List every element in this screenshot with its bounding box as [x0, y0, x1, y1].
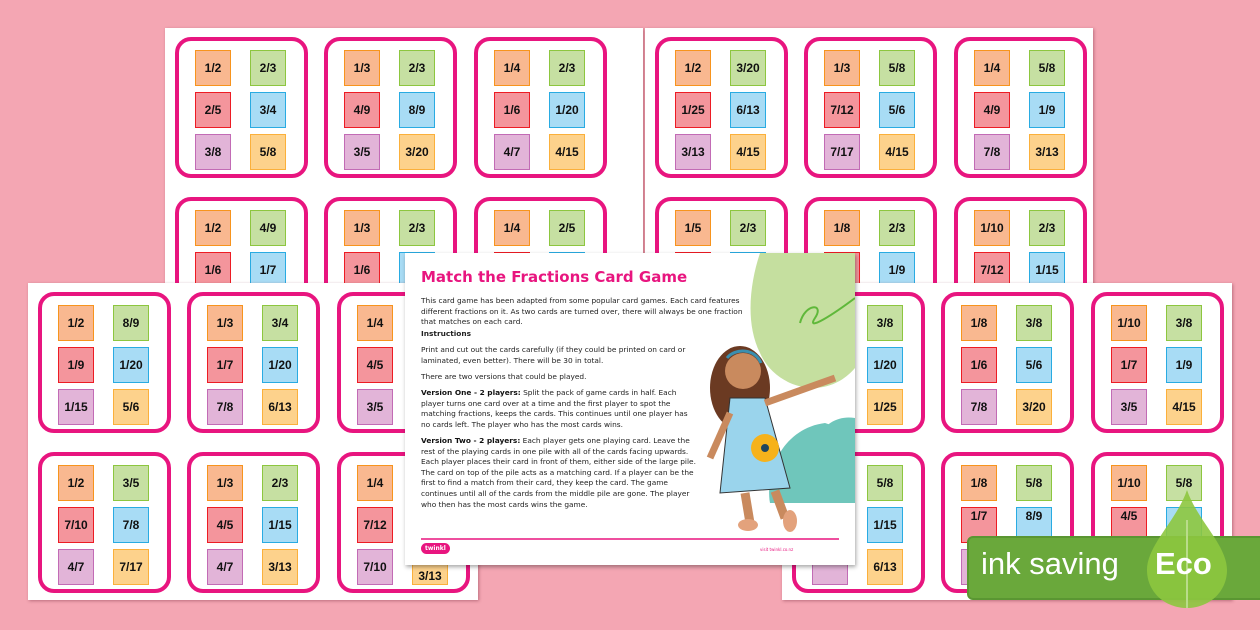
fraction-value: 1/25: [873, 399, 897, 414]
fraction-tile: [262, 507, 298, 543]
fraction-tile: [262, 347, 298, 383]
fraction-tile: [344, 50, 380, 86]
instructions-page: [405, 253, 855, 565]
fraction-tile: [1029, 50, 1065, 86]
fraction-value: 4/5: [1120, 509, 1138, 523]
fraction-value: 3/8: [876, 315, 894, 330]
fraction-value: 2/3: [558, 60, 576, 75]
fraction-tile: [357, 465, 393, 501]
fraction-tile: [494, 210, 530, 246]
fraction-value: 7/12: [363, 517, 387, 532]
fraction-value: 1/2: [204, 220, 222, 235]
ink-saving-label: ink saving: [981, 546, 1119, 581]
fraction-value: 5/8: [259, 144, 277, 159]
fraction-value: 5/8: [876, 475, 894, 490]
fraction-value: 1/9: [888, 262, 906, 277]
fraction-value: 3/13: [418, 569, 442, 583]
fraction-tile: [675, 92, 711, 128]
ink-saving-badge: [967, 536, 1260, 600]
fraction-card: [474, 37, 607, 178]
fraction-tile: [250, 134, 286, 170]
fraction-value: 3/13: [1035, 144, 1059, 159]
fraction-tile: [195, 210, 231, 246]
fraction-value: 1/8: [833, 220, 851, 235]
fraction-tile: [344, 92, 380, 128]
fraction-tile: [58, 549, 94, 585]
fraction-value: 2/3: [1038, 220, 1056, 235]
fraction-tile: [207, 305, 243, 341]
fraction-tile: [262, 465, 298, 501]
fraction-value: 7/8: [216, 399, 234, 414]
fraction-value: 1/3: [216, 475, 234, 490]
fraction-value: 7/10: [363, 559, 387, 574]
fraction-value: 7/8: [970, 399, 988, 414]
fraction-tile: [867, 305, 903, 341]
fraction-card: [187, 452, 320, 593]
fraction-value: 7/8: [122, 517, 140, 532]
fraction-value: 8/9: [1025, 509, 1043, 523]
fraction-value: 1/25: [681, 102, 705, 117]
fraction-tile: [250, 210, 286, 246]
fraction-value: 4/9: [353, 102, 371, 117]
fraction-tile: [1016, 347, 1052, 383]
fraction-tile: [344, 134, 380, 170]
fraction-tile: [730, 50, 766, 86]
fraction-tile: [961, 465, 997, 501]
fraction-tile: [399, 210, 435, 246]
fraction-value: 3/20: [1022, 399, 1046, 414]
fraction-value: 4/7: [67, 559, 85, 574]
fraction-value: 5/8: [1175, 475, 1193, 490]
fraction-tile: [262, 389, 298, 425]
fraction-tile: [1111, 389, 1147, 425]
instructions-heading: Instructions: [421, 329, 472, 338]
fraction-tile: [262, 305, 298, 341]
fraction-tile: [549, 134, 585, 170]
fraction-value: 4/7: [216, 559, 234, 574]
fraction-tile: [730, 210, 766, 246]
fraction-tile: [879, 134, 915, 170]
fraction-value: 1/3: [216, 315, 234, 330]
fraction-tile: [1166, 389, 1202, 425]
fraction-tile: [961, 389, 997, 425]
fraction-value: 1/20: [268, 357, 292, 372]
fraction-card: [38, 452, 171, 593]
fraction-tile: [1016, 305, 1052, 341]
fraction-tile: [113, 549, 149, 585]
twinkl-logo: twinkl: [421, 543, 450, 554]
fraction-tile: [1029, 210, 1065, 246]
fraction-card: [941, 292, 1074, 433]
fraction-tile: [867, 465, 903, 501]
fraction-card: [804, 37, 937, 178]
fraction-tile: [1016, 389, 1052, 425]
fraction-value: 4/15: [885, 144, 909, 159]
fraction-value: 3/13: [681, 144, 705, 159]
fraction-tile: [1166, 347, 1202, 383]
fraction-value: 1/6: [503, 102, 521, 117]
fraction-tile: [207, 549, 243, 585]
fraction-card: [954, 37, 1087, 178]
fraction-value: 1/9: [67, 357, 85, 372]
fraction-value: 7/17: [119, 559, 143, 574]
fraction-value: 2/5: [204, 102, 222, 117]
fraction-tile: [357, 507, 393, 543]
fraction-tile: [344, 210, 380, 246]
fraction-tile: [675, 50, 711, 86]
fraction-tile: [961, 347, 997, 383]
fraction-value: 5/6: [888, 102, 906, 117]
fraction-card: [175, 37, 308, 178]
fraction-value: 1/6: [204, 262, 222, 277]
fraction-tile: [867, 549, 903, 585]
fraction-value: 5/8: [1038, 60, 1056, 75]
fraction-value: 3/4: [259, 102, 277, 117]
fraction-tile: [867, 389, 903, 425]
version-two-body: Each player gets one playing card. Leave the rest of the playing cards in one pile with all of the cards facing upwards. Each player places their card in front of them, either side of the large pile. The card on top of the pile acts as a matching card. If a player can be the first to find a match from their card, they keep the card. The game continues until all of the cards from the middle pile are gone. The player who then has the most cards wins the game.: [421, 436, 696, 509]
fraction-value: 1/3: [353, 220, 371, 235]
fraction-value: 7/17: [830, 144, 854, 159]
fraction-value: 5/8: [1025, 475, 1043, 490]
fraction-value: 1/8: [970, 475, 988, 490]
fraction-tile: [58, 347, 94, 383]
fraction-value: 4/9: [259, 220, 277, 235]
fraction-tile: [879, 92, 915, 128]
fraction-value: 8/9: [408, 102, 426, 117]
footer-url: visit twinkl.co.nz: [760, 547, 794, 552]
fraction-value: 1/2: [684, 60, 702, 75]
fraction-tile: [974, 50, 1010, 86]
fraction-tile: [250, 92, 286, 128]
fraction-tile: [357, 389, 393, 425]
fraction-tile: [1029, 92, 1065, 128]
fraction-tile: [195, 92, 231, 128]
fraction-tile: [867, 507, 903, 543]
fraction-value: 2/3: [271, 475, 289, 490]
fraction-value: 1/10: [1117, 315, 1141, 330]
fraction-value: 1/5: [684, 220, 702, 235]
fraction-value: 1/20: [555, 102, 579, 117]
fraction-value: 1/4: [503, 60, 521, 75]
fraction-value: 1/9: [1175, 357, 1193, 372]
fraction-tile: [113, 305, 149, 341]
fraction-value: 1/7: [970, 509, 988, 523]
fraction-value: 1/15: [268, 517, 292, 532]
fraction-tile: [207, 347, 243, 383]
fraction-tile: [357, 305, 393, 341]
fraction-value: 3/8: [1025, 315, 1043, 330]
fraction-value: 4/15: [1172, 399, 1196, 414]
fraction-value: 4/5: [216, 517, 234, 532]
fraction-value: 1/4: [366, 475, 384, 490]
fraction-value: 4/9: [983, 102, 1001, 117]
fraction-tile: [824, 134, 860, 170]
fraction-value: 8/9: [122, 315, 140, 330]
fraction-card: [38, 292, 171, 433]
fraction-tile: [824, 210, 860, 246]
fraction-tile: [549, 92, 585, 128]
fraction-tile: [867, 347, 903, 383]
fraction-card: [655, 37, 788, 178]
fraction-tile: [494, 92, 530, 128]
fraction-tile: [58, 305, 94, 341]
eco-label: Eco: [1155, 546, 1212, 581]
fraction-tile: [113, 347, 149, 383]
document-title: Match the Fractions Card Game: [421, 268, 688, 286]
fraction-tile: [262, 549, 298, 585]
fraction-value: 6/13: [873, 559, 897, 574]
fraction-tile: [730, 134, 766, 170]
fraction-tile: [207, 465, 243, 501]
fraction-value: 2/5: [558, 220, 576, 235]
fraction-value: 7/12: [980, 262, 1004, 277]
fraction-value: 4/7: [503, 144, 521, 159]
fraction-value: 3/8: [204, 144, 222, 159]
fraction-value: 4/15: [555, 144, 579, 159]
fraction-value: 7/10: [64, 517, 88, 532]
version-two-label: Version Two - 2 players:: [421, 436, 521, 445]
fraction-value: 1/15: [1035, 262, 1059, 277]
fraction-tile: [730, 92, 766, 128]
fraction-value: 1/7: [216, 357, 234, 372]
fraction-tile: [357, 347, 393, 383]
fraction-tile: [207, 389, 243, 425]
fraction-tile: [1016, 465, 1052, 501]
version-one-body: Split the pack of game cards in half. Each player turns one card over at a time and the first player to spot the matching fractions, keeps the cards. This continues until one player has no cards left. The player who has the most cards wins.: [421, 388, 688, 429]
fraction-tile: [1166, 305, 1202, 341]
fraction-tile: [879, 50, 915, 86]
fraction-value: 3/8: [1175, 315, 1193, 330]
fraction-value: 1/4: [366, 315, 384, 330]
fraction-tile: [399, 134, 435, 170]
fraction-tile: [494, 134, 530, 170]
fraction-value: 6/13: [736, 102, 760, 117]
fraction-value: 1/4: [983, 60, 1001, 75]
fraction-value: 1/10: [1117, 475, 1141, 490]
fraction-value: 3/20: [405, 144, 429, 159]
fraction-value: 1/20: [119, 357, 143, 372]
fraction-value: 1/6: [970, 357, 988, 372]
fraction-value: 4/15: [736, 144, 760, 159]
fraction-value: 1/8: [970, 315, 988, 330]
fraction-value: 1/2: [204, 60, 222, 75]
fraction-value: 5/6: [122, 399, 140, 414]
fraction-value: 1/6: [353, 262, 371, 277]
fraction-value: 1/15: [64, 399, 88, 414]
fraction-tile: [494, 50, 530, 86]
fraction-value: 2/3: [408, 220, 426, 235]
fraction-tile: [399, 50, 435, 86]
fraction-tile: [1029, 134, 1065, 170]
fraction-value: 3/5: [366, 399, 384, 414]
version-one-label: Version One - 2 players:: [421, 388, 521, 397]
print-text: Print and cut out the cards carefully (if they could be printed on card or laminated, even better). There will be 30 in total.: [421, 345, 686, 365]
fraction-tile: [675, 210, 711, 246]
fraction-tile: [250, 50, 286, 86]
fraction-value: 1/15: [873, 517, 897, 532]
fraction-tile: [675, 134, 711, 170]
fraction-value: 5/6: [1025, 357, 1043, 372]
fraction-tile: [207, 507, 243, 543]
fraction-tile: [58, 507, 94, 543]
fraction-value: 3/5: [1120, 399, 1138, 414]
fraction-value: 1/3: [353, 60, 371, 75]
fraction-value: 4/5: [366, 357, 384, 372]
fraction-tile: [58, 465, 94, 501]
fraction-tile: [113, 389, 149, 425]
version-two-text: [421, 436, 696, 510]
fraction-value: 2/3: [888, 220, 906, 235]
fraction-card: [324, 37, 457, 178]
fraction-tile: [824, 92, 860, 128]
fraction-card: [1091, 292, 1224, 433]
fraction-tile: [1111, 305, 1147, 341]
fraction-value: 5/8: [888, 60, 906, 75]
fraction-value: 1/20: [873, 357, 897, 372]
fraction-value: 1/3: [833, 60, 851, 75]
fraction-tile: [195, 50, 231, 86]
fraction-tile: [399, 92, 435, 128]
fraction-tile: [879, 210, 915, 246]
fraction-tile: [974, 210, 1010, 246]
fraction-value: 1/7: [1120, 357, 1138, 372]
fraction-value: 2/3: [408, 60, 426, 75]
fraction-value: 2/3: [259, 60, 277, 75]
fraction-value: 7/8: [983, 144, 1001, 159]
fraction-value: 1/2: [67, 475, 85, 490]
fraction-value: 1/4: [503, 220, 521, 235]
fraction-tile: [357, 549, 393, 585]
versions-text: There are two versions that could be played.: [421, 372, 587, 381]
fraction-value: 7/12: [830, 102, 854, 117]
fraction-value: 3/5: [122, 475, 140, 490]
fraction-value: 1/10: [980, 220, 1004, 235]
fraction-value: 1/2: [67, 315, 85, 330]
fraction-value: 3/5: [353, 144, 371, 159]
fraction-card: [187, 292, 320, 433]
fraction-tile: [974, 92, 1010, 128]
fraction-tile: [961, 305, 997, 341]
fraction-value: 1/9: [1038, 102, 1056, 117]
intro-text: This card game has been adapted from some popular card games. Each card features different fractions on it. As two cards are turned over, there will always be one fraction that matches on each card.: [421, 296, 743, 327]
fraction-value: 1/7: [259, 262, 277, 277]
fraction-tile: [58, 389, 94, 425]
fraction-tile: [113, 465, 149, 501]
fraction-tile: [113, 507, 149, 543]
fraction-tile: [974, 134, 1010, 170]
fraction-value: 2/3: [739, 220, 757, 235]
fraction-value: 3/4: [271, 315, 289, 330]
version-one-text: [421, 388, 696, 430]
fraction-tile: [549, 210, 585, 246]
fraction-tile: [824, 50, 860, 86]
fraction-value: 3/20: [736, 60, 760, 75]
fraction-value: 6/13: [268, 399, 292, 414]
fraction-tile: [195, 134, 231, 170]
fraction-value: 3/13: [268, 559, 292, 574]
fraction-tile: [549, 50, 585, 86]
fraction-tile: [1111, 347, 1147, 383]
